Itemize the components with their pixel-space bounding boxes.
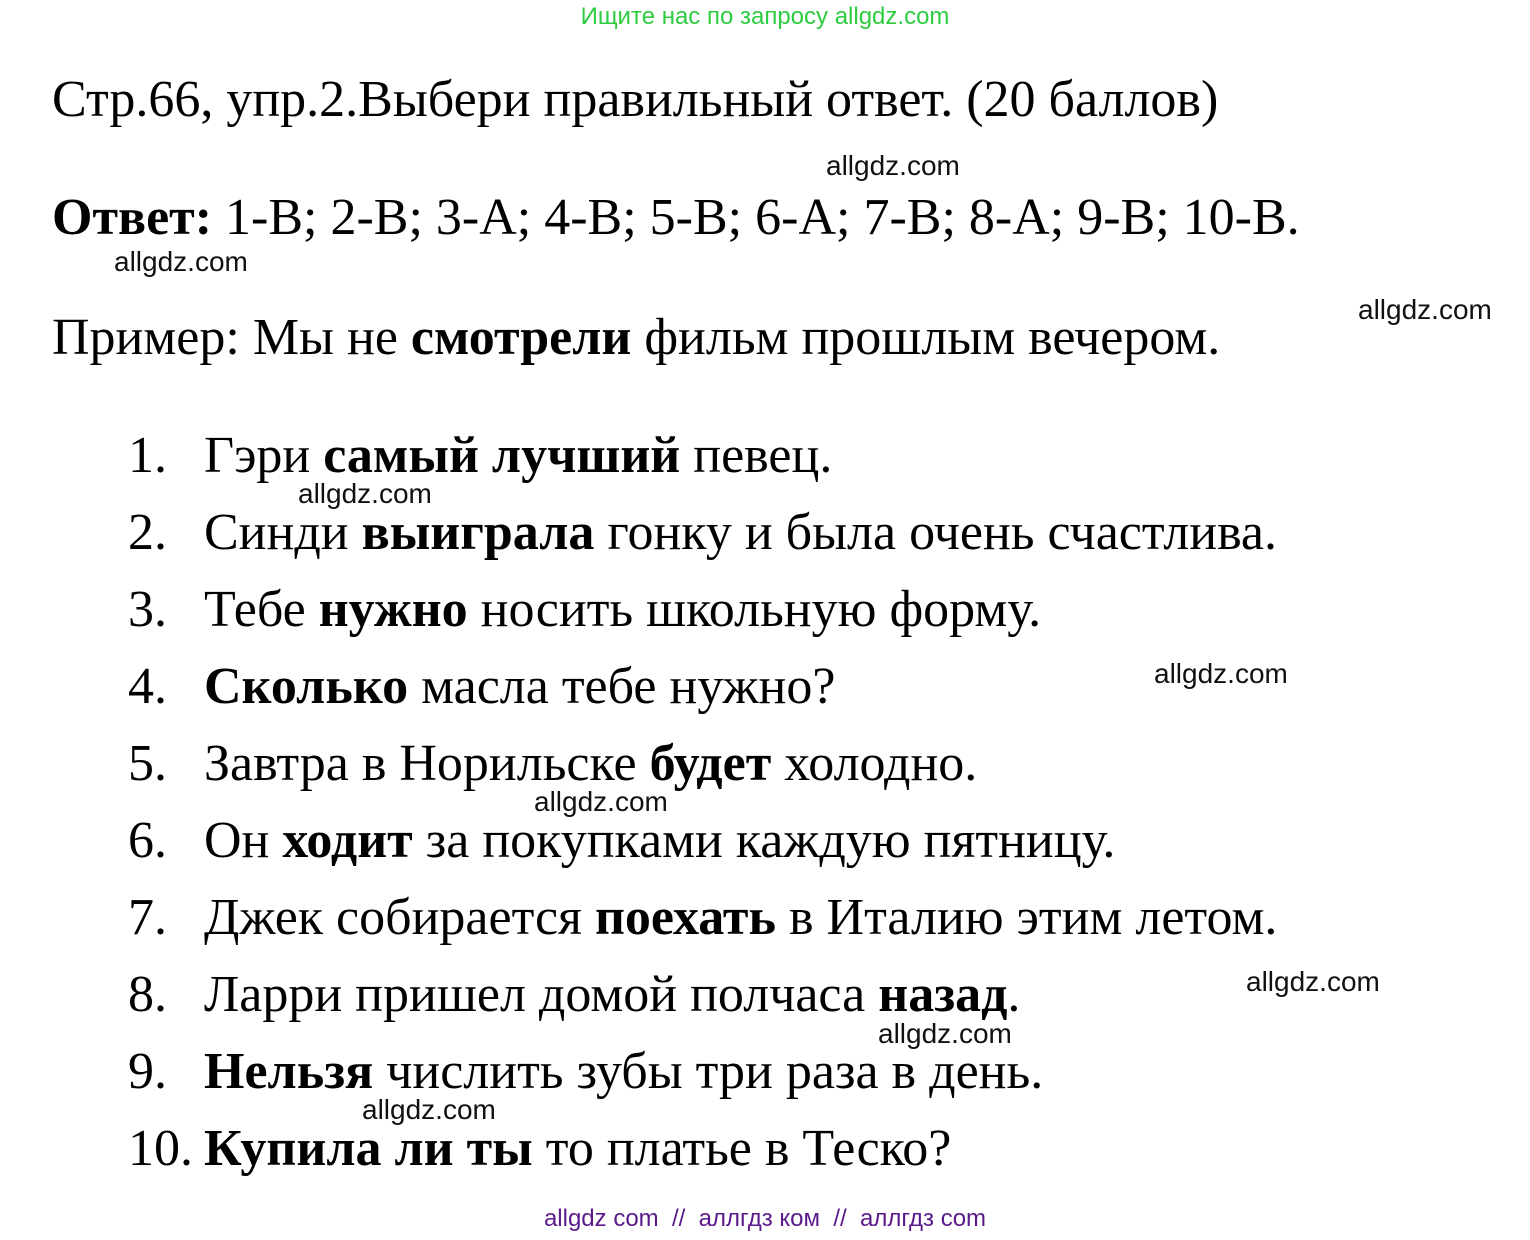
- item-number: 2.: [128, 504, 167, 561]
- item-bold: Нельзя: [204, 1043, 374, 1100]
- item-bold: нужно: [318, 581, 468, 638]
- item-text: [204, 1117, 951, 1181]
- item-before: Гэри: [204, 427, 324, 484]
- item-before: Завтра в Норильске: [204, 735, 650, 792]
- item-after: .: [1007, 966, 1021, 1023]
- item-bold: самый лучший: [323, 427, 681, 484]
- example-line: [52, 306, 1220, 370]
- item-bold: Купила ли ты: [204, 1120, 533, 1177]
- exercise-heading: Стр.66, упр.2.Выбери правильный ответ. (20 баллов): [52, 71, 1219, 128]
- example-bold: смотрели: [410, 309, 632, 366]
- list-item: [0, 1117, 1530, 1194]
- list-item: [0, 655, 1530, 732]
- list-item: [0, 424, 1530, 501]
- item-bold: выиграла: [361, 504, 595, 561]
- item-number: 6.: [128, 812, 167, 869]
- item-before: Он: [204, 812, 283, 869]
- watermark: allgdz.com: [534, 786, 668, 817]
- item-after: масла тебе нужно?: [408, 658, 836, 715]
- item-number: 7.: [128, 889, 167, 946]
- watermark: allgdz.com: [298, 478, 432, 509]
- answer-label: Ответ:: [52, 189, 213, 246]
- item-after: числить зубы три раза в день.: [373, 1043, 1044, 1100]
- item-after: носить школьную форму.: [467, 581, 1042, 638]
- item-after: певец.: [680, 427, 833, 484]
- item-after: то платье в Теско?: [532, 1120, 952, 1177]
- item-after: гонку и была очень счастлива.: [594, 504, 1278, 561]
- item-text: [204, 809, 1115, 873]
- item-before: Джек собирается: [204, 889, 595, 946]
- item-number: 4.: [128, 658, 167, 715]
- item-text: [204, 501, 1277, 565]
- item-after: холодно.: [771, 735, 978, 792]
- item-number: 3.: [128, 581, 167, 638]
- example-after: фильм прошлым вечером.: [631, 309, 1221, 366]
- watermark: allgdz.com: [826, 150, 960, 181]
- watermark: allgdz.com: [362, 1094, 496, 1125]
- watermark: allgdz.com: [1246, 966, 1380, 997]
- item-before: Тебе: [204, 581, 319, 638]
- sentence-list: [0, 424, 1530, 1194]
- watermark: allgdz.com: [878, 1018, 1012, 1049]
- item-number: 1.: [128, 427, 167, 484]
- list-item: [0, 501, 1530, 578]
- item-bold: ходит: [282, 812, 413, 869]
- item-before: Синди: [204, 504, 362, 561]
- item-bold: будет: [649, 735, 772, 792]
- item-text: [204, 578, 1041, 642]
- footer-links: allgdz com // аллгдз ком // аллгдз com: [543, 1205, 987, 1232]
- top-banner: Ищите нас по запросу allgdz.com: [580, 3, 950, 30]
- answer-text: 1-В; 2-В; 3-А; 4-В; 5-В; 6-А; 7-В; 8-А; 9-В; 10-В.: [212, 189, 1300, 246]
- list-item: [0, 809, 1530, 886]
- list-item: [0, 732, 1530, 809]
- list-item: [0, 886, 1530, 963]
- item-number: 8.: [128, 966, 167, 1023]
- item-bold: поехать: [594, 889, 776, 946]
- answer-line: [52, 186, 1300, 250]
- item-text: [204, 886, 1277, 950]
- watermark: allgdz.com: [114, 246, 248, 277]
- item-number: 9.: [128, 1043, 167, 1100]
- item-bold: назад: [878, 966, 1008, 1023]
- item-bold: Сколько: [204, 658, 409, 715]
- list-item: [0, 578, 1530, 655]
- watermark: allgdz.com: [1358, 294, 1492, 325]
- list-item: [0, 1040, 1530, 1117]
- item-before: Ларри пришел домой полчаса: [204, 966, 879, 1023]
- item-after: в Италию этим летом.: [775, 889, 1278, 946]
- item-text: [204, 655, 835, 719]
- item-number: 5.: [128, 735, 167, 792]
- watermark: allgdz.com: [1154, 658, 1288, 689]
- example-before: Пример: Мы не: [52, 309, 411, 366]
- item-number: 10.: [128, 1120, 193, 1177]
- item-after: за покупками каждую пятницу.: [412, 812, 1116, 869]
